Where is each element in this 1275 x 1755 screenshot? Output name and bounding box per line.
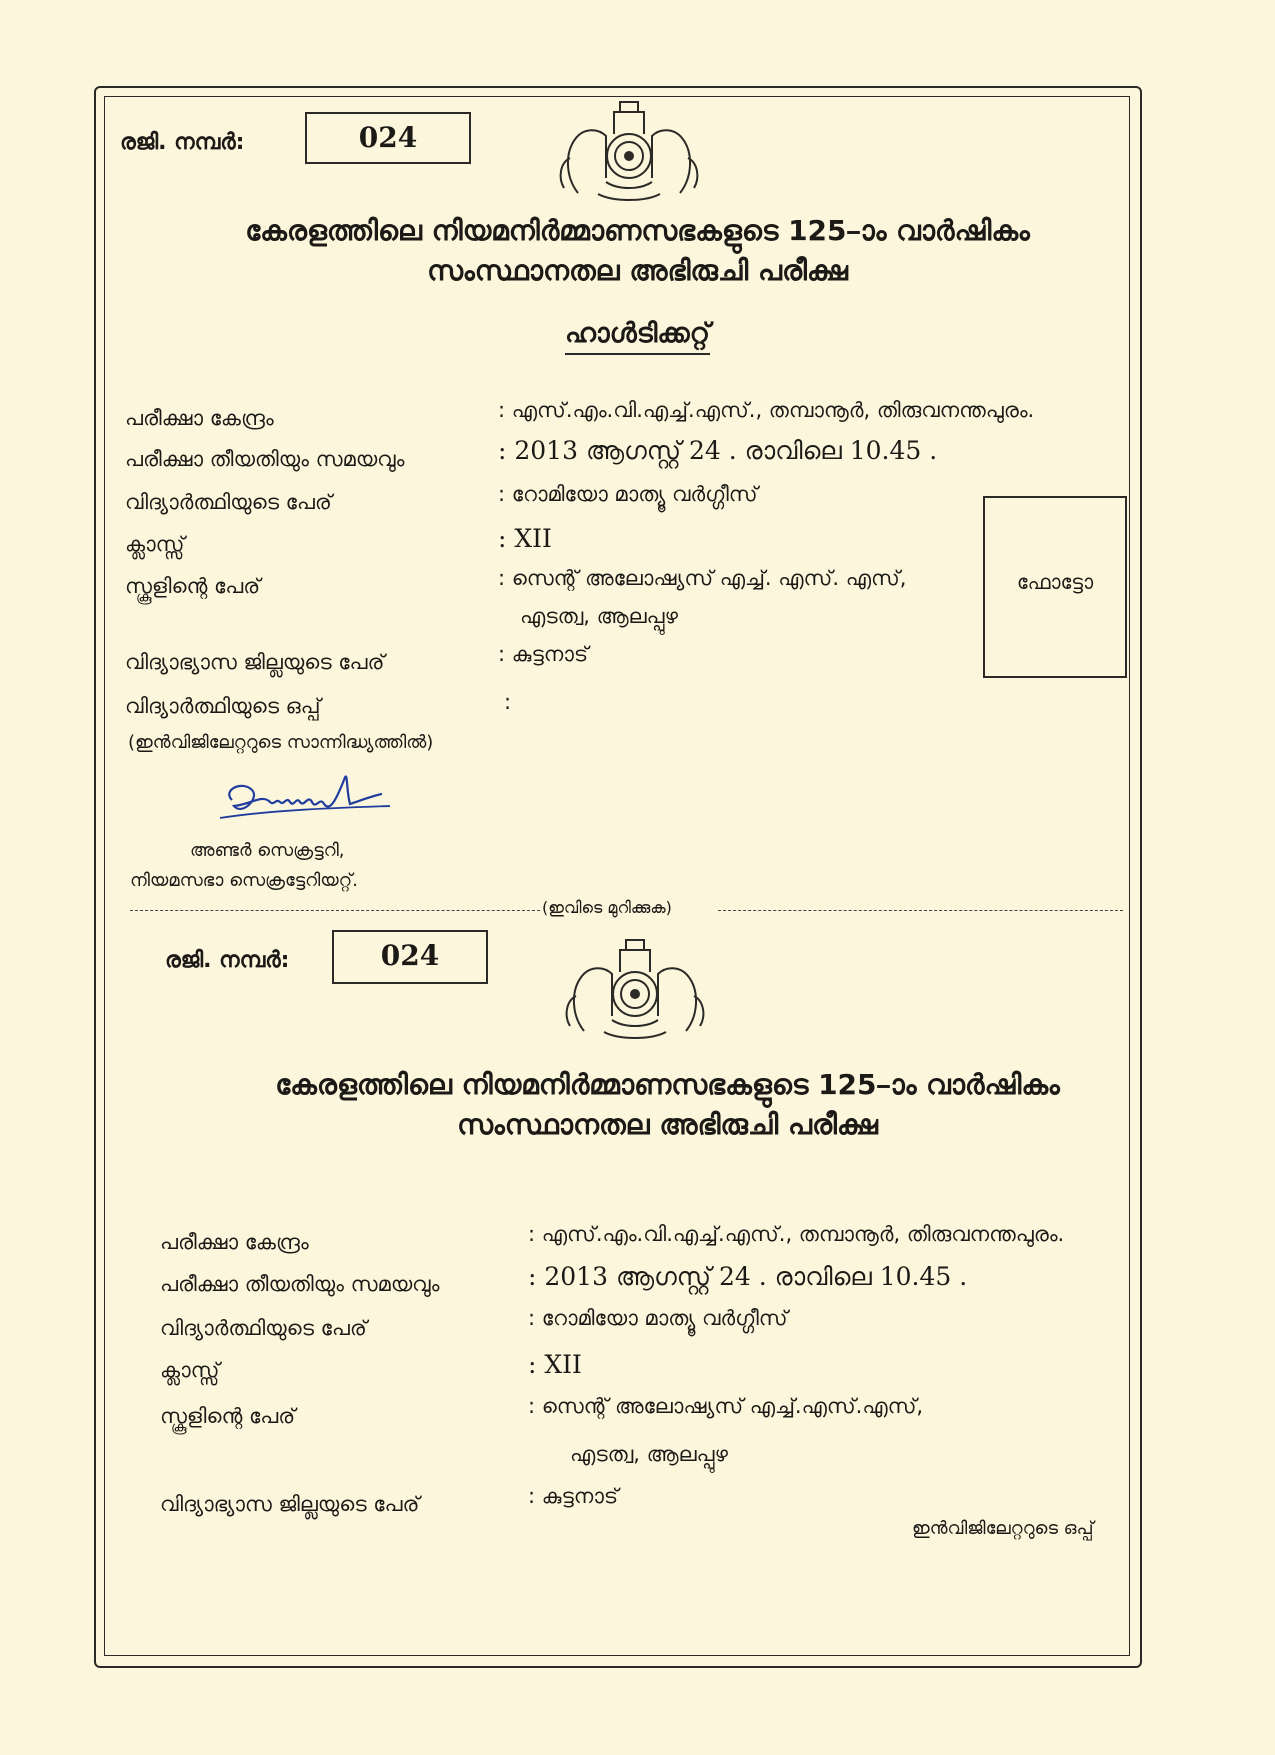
officer-office: നിയമസഭാ സെക്രട്ടേറിയറ്റ്. bbox=[130, 870, 358, 891]
bottom-school-value-line1: : സെന്റ് അലോഷ്യസ് എച്ച്.എസ്.എസ്, bbox=[528, 1394, 924, 1418]
bottom-district-value: : കുട്ടനാട് bbox=[528, 1484, 619, 1508]
district-label: വിദ്യാഭ്യാസ ജില്ലയുടെ പേര് bbox=[125, 650, 385, 674]
title-line-1: കേരളത്തിലെ നിയമനിർമ്മാണസഭകളുടെ 125–ാം വാർഷികം bbox=[245, 214, 1030, 247]
reg-number-box: 024 bbox=[305, 112, 471, 164]
bottom-date-label: പരീക്ഷാ തീയതിയും സമയവും bbox=[160, 1272, 440, 1296]
reg-number-label: രജി. നമ്പർ: bbox=[120, 130, 245, 155]
cut-line-left bbox=[130, 910, 540, 911]
title-line-2: സംസ്ഥാനതല അഭിരുചി പരീക്ഷ bbox=[427, 254, 848, 287]
school-label: സ്കൂളിന്റെ പേര് bbox=[125, 574, 261, 598]
bottom-school-label: സ്കൂളിന്റെ പേര് bbox=[160, 1404, 296, 1428]
bottom-student-name-label: വിദ്യാർത്ഥിയുടെ പേര് bbox=[160, 1316, 367, 1340]
bottom-school-value-line2: എടത്വ, ആലപ്പുഴ bbox=[570, 1442, 728, 1466]
cut-here-label: (ഇവിടെ മുറിക്കുക) bbox=[542, 898, 672, 917]
district-value: : കുട്ടനാട് bbox=[498, 642, 589, 666]
hall-ticket-heading bbox=[0, 318, 1275, 350]
bottom-class-label: ക്ലാസ്സ് bbox=[160, 1358, 220, 1382]
invigilator-signature-label: ഇൻവിജിലേറ്ററുടെ ഒപ്പ് bbox=[912, 1518, 1094, 1539]
student-sign-label: വിദ്യാർത്ഥിയുടെ ഒപ്പ് bbox=[125, 694, 321, 718]
centre-value: : എസ്.എം.വി.എച്ച്.എസ്., തമ്പാനൂർ, തിരുവനന്തപുരം. bbox=[498, 398, 1035, 422]
kerala-emblem-icon bbox=[548, 98, 710, 202]
bottom-district-label: വിദ്യാഭ്യാസ ജില്ലയുടെ പേര് bbox=[160, 1492, 420, 1516]
bottom-title-line-1: കേരളത്തിലെ നിയമനിർമ്മാണസഭകളുടെ 125–ാം വാർഷികം bbox=[275, 1068, 1060, 1101]
bottom-centre-label: പരീക്ഷാ കേന്ദ്രം bbox=[160, 1230, 309, 1254]
cut-line-right bbox=[718, 910, 1123, 911]
student-name-label: വിദ്യാർത്ഥിയുടെ പേര് bbox=[125, 490, 332, 514]
school-value-line2: എടത്വ, ആലപ്പുഴ bbox=[520, 604, 678, 628]
date-label: പരീക്ഷാ തീയതിയും സമയവും bbox=[125, 447, 405, 471]
student-name-value: : റോമിയോ മാത്യൂ വർഗ്ഗീസ് bbox=[498, 482, 758, 506]
bottom-centre-value: : എസ്.എം.വി.എച്ച്.എസ്., തമ്പാനൂർ, തിരുവനന്തപുരം. bbox=[528, 1222, 1065, 1246]
signature-icon bbox=[212, 760, 402, 832]
bottom-kerala-emblem-icon bbox=[554, 936, 716, 1040]
date-value: : 2013 ആഗസ്റ്റ് 24 . രാവിലെ 10.45 . bbox=[498, 436, 938, 465]
photo-label: ഫോട്ടോ bbox=[1016, 570, 1094, 594]
bottom-student-name-value: : റോമിയോ മാത്യൂ വർഗ്ഗീസ് bbox=[528, 1306, 788, 1330]
class-label: ക്ലാസ്സ് bbox=[125, 532, 185, 556]
bottom-reg-number-box: 024 bbox=[332, 930, 488, 984]
class-value: : XII bbox=[498, 524, 552, 553]
student-sign-colon: : bbox=[504, 690, 512, 714]
school-value-line1: : സെന്റ് അലോഷ്യസ് എച്ച്. എസ്. എസ്, bbox=[498, 566, 907, 590]
photo-box bbox=[983, 496, 1127, 678]
bottom-date-value: : 2013 ആഗസ്റ്റ് 24 . രാവിലെ 10.45 . bbox=[528, 1262, 968, 1291]
bottom-reg-number-label: രജി. നമ്പർ: bbox=[165, 948, 290, 973]
bottom-title-line-2: സംസ്ഥാനതല അഭിരുചി പരീക്ഷ bbox=[457, 1108, 878, 1141]
hall-ticket-text: ഹാൾടിക്കറ്റ് bbox=[565, 318, 710, 355]
bottom-class-value: : XII bbox=[528, 1350, 582, 1379]
centre-label: പരീക്ഷാ കേന്ദ്രം bbox=[125, 406, 274, 430]
officer-designation: അണ്ടർ സെക്രട്ടറി, bbox=[190, 840, 345, 861]
invigilator-presence-note: (ഇൻവിജിലേറ്ററുടെ സാന്നിദ്ധ്യത്തിൽ) bbox=[128, 732, 434, 753]
